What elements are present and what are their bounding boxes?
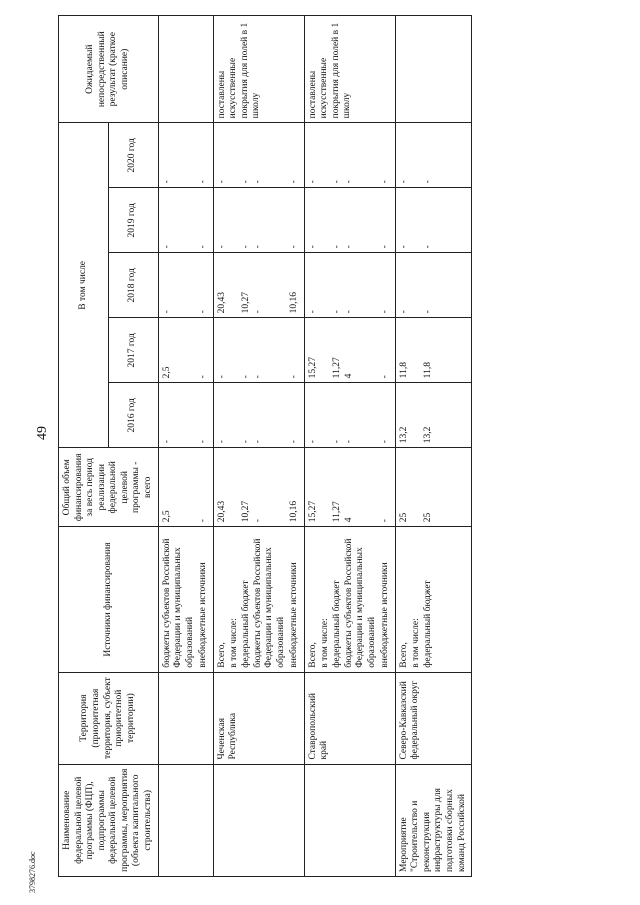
header-territory: Территория (приоритетная территория, субъект приоритетной территории) xyxy=(59,672,159,764)
program-cell: Мероприятие "Строительство и реконструкция инфраструктуры для подготовки сборных команд Российской xyxy=(395,764,471,876)
year-2016-cell xyxy=(158,383,213,448)
value-line: - xyxy=(240,245,251,249)
value-line: - xyxy=(307,310,318,314)
value-line: 13,2 xyxy=(398,426,409,444)
value-line: 20,43 xyxy=(216,291,227,314)
header-year-2017: 2017 год xyxy=(108,318,158,383)
header-including: В том числе xyxy=(59,123,109,448)
value-line xyxy=(229,452,241,522)
year-2017-cell xyxy=(304,318,395,383)
value-line: - xyxy=(240,440,251,444)
value-line: - xyxy=(161,180,172,184)
value-line: 11,27 xyxy=(331,357,342,379)
value-line: - xyxy=(288,375,299,379)
territory-cell: Чеченская Республика xyxy=(213,672,304,764)
value-line: - xyxy=(422,310,433,314)
value-line: - xyxy=(240,375,251,379)
value-line: - xyxy=(379,310,390,314)
header-total: Общий объем финансирования за весь период реализации федеральной целевой программы - всего xyxy=(59,448,159,527)
result-cell xyxy=(158,16,213,123)
value-line: - xyxy=(379,180,390,184)
total-cell xyxy=(158,448,213,527)
header-program: Наименование федеральной целевой программы (ФЦП), подпрограммы федеральной целевой программы, мероприятия (объекта капитального строительства) xyxy=(59,764,159,876)
value-line: 15,27 xyxy=(307,356,318,379)
source-line: Всего, xyxy=(216,642,227,668)
value-line: - xyxy=(379,375,390,379)
source-line: Всего, xyxy=(307,642,318,668)
source-line: бюджеты субъектов Российской Федерации и муниципальных образований xyxy=(343,538,377,668)
result-cell: поставлены искусственные покрытия для полей в 1 школу xyxy=(213,16,304,123)
value-line: - xyxy=(288,440,299,444)
value-line: - xyxy=(307,245,318,249)
value-line: - xyxy=(252,245,263,249)
year-2020-cell xyxy=(213,123,304,188)
value-line xyxy=(320,387,332,443)
value-line: 25 xyxy=(398,512,409,523)
value-line: - xyxy=(331,440,342,444)
source-line: бюджеты субъектов Российской Федерации и муниципальных образований xyxy=(252,538,286,668)
year-2018-cell xyxy=(213,253,304,318)
value-line xyxy=(320,257,332,313)
territory-cell: Ставропольский край xyxy=(304,672,395,764)
value-line: 10,27 xyxy=(240,500,251,523)
year-2019-cell xyxy=(395,188,471,253)
value-line: 4 xyxy=(343,373,354,379)
program-cell xyxy=(304,764,395,876)
total-cell xyxy=(395,448,471,527)
value-line: - xyxy=(288,180,299,184)
value-line: - xyxy=(422,245,433,249)
value-line xyxy=(411,127,423,183)
table-row xyxy=(395,16,471,877)
year-2016-cell xyxy=(395,383,471,448)
value-line: - xyxy=(197,375,208,379)
table-row xyxy=(213,16,304,877)
value-line: - xyxy=(161,440,172,444)
year-2019-cell xyxy=(304,188,395,253)
value-line: - xyxy=(398,180,409,184)
value-line xyxy=(229,322,241,378)
value-line xyxy=(320,127,332,183)
value-line: - xyxy=(307,180,318,184)
program-cell xyxy=(158,764,213,876)
value-line xyxy=(411,452,423,522)
rotated-table-wrapper xyxy=(58,15,628,877)
value-line: - xyxy=(161,310,172,314)
source-line: бюджеты субъектов Российской Федерации и муниципальных образований xyxy=(161,538,195,668)
value-line xyxy=(411,257,423,313)
value-line: - xyxy=(288,245,299,249)
value-line: - xyxy=(197,440,208,444)
value-line: 2,5 xyxy=(161,510,172,523)
value-line: - xyxy=(398,245,409,249)
year-2020-cell xyxy=(158,123,213,188)
value-line xyxy=(229,192,241,248)
value-line: - xyxy=(216,245,227,249)
table-row xyxy=(158,16,213,877)
year-2018-cell xyxy=(304,253,395,318)
source-line: федеральный бюджет xyxy=(331,580,342,668)
year-2019-cell xyxy=(213,188,304,253)
source-line: внебюджетные источники xyxy=(197,562,208,668)
table-body xyxy=(158,16,471,877)
value-line: 10,27 xyxy=(240,291,251,314)
value-line: - xyxy=(252,519,263,523)
source-line: внебюджетные источники xyxy=(379,562,390,668)
value-line: - xyxy=(161,245,172,249)
source-line: внебюджетные источники xyxy=(288,562,299,668)
value-line: - xyxy=(331,245,342,249)
value-line: - xyxy=(379,245,390,249)
year-2016-cell xyxy=(304,383,395,448)
value-line: - xyxy=(197,310,208,314)
year-2016-cell xyxy=(213,383,304,448)
header-row xyxy=(59,16,109,877)
header-year-2018: 2018 год xyxy=(108,253,158,318)
value-line xyxy=(229,127,241,183)
value-line: 2,5 xyxy=(161,366,172,379)
source-cell xyxy=(395,527,471,672)
program-cell xyxy=(213,764,304,876)
value-line: - xyxy=(379,440,390,444)
value-line: - xyxy=(216,375,227,379)
year-2018-cell xyxy=(395,253,471,318)
source-cell xyxy=(304,527,395,672)
territory-cell xyxy=(158,672,213,764)
value-line: 4 xyxy=(343,517,354,523)
value-line xyxy=(320,452,332,522)
value-line: - xyxy=(331,180,342,184)
source-line: в том числе: xyxy=(410,618,421,668)
value-line: 11,27 xyxy=(331,501,342,523)
value-line xyxy=(320,192,332,248)
source-line: федеральный бюджет xyxy=(422,580,433,668)
year-2017-cell xyxy=(158,318,213,383)
header-year-2020: 2020 год xyxy=(108,123,158,188)
source-cell xyxy=(158,527,213,672)
value-line: - xyxy=(343,180,354,184)
value-line: - xyxy=(197,180,208,184)
value-line: - xyxy=(343,245,354,249)
value-line: 10,16 xyxy=(288,500,299,523)
value-line: 15,27 xyxy=(307,500,318,523)
source-line: федеральный бюджет xyxy=(240,580,251,668)
footer-document-name: 3798276.doc xyxy=(28,851,37,893)
value-line: - xyxy=(379,519,390,523)
value-line: - xyxy=(343,440,354,444)
value-line: - xyxy=(331,310,342,314)
value-line: 10,16 xyxy=(288,291,299,314)
value-line: 11,8 xyxy=(398,362,409,379)
value-line xyxy=(411,192,423,248)
value-line: 13,2 xyxy=(422,426,433,444)
value-line: - xyxy=(252,440,263,444)
value-line: - xyxy=(216,180,227,184)
value-line: - xyxy=(252,180,263,184)
result-cell: поставлены искусственные покрытия для полей в 1 школу xyxy=(304,16,395,123)
value-line: - xyxy=(252,375,263,379)
value-line xyxy=(320,322,332,378)
value-line: - xyxy=(307,440,318,444)
value-line: - xyxy=(216,440,227,444)
value-line: 20,43 xyxy=(216,500,227,523)
result-cell xyxy=(395,16,471,123)
territory-cell: Северо-Кавказский федеральный округ xyxy=(395,672,471,764)
value-line: - xyxy=(197,519,208,523)
year-2020-cell xyxy=(304,123,395,188)
header-year-2016: 2016 год xyxy=(108,383,158,448)
total-cell xyxy=(213,448,304,527)
year-2019-cell xyxy=(158,188,213,253)
value-line: - xyxy=(422,180,433,184)
header-sources: Источники финансирования xyxy=(59,527,159,672)
value-line: - xyxy=(197,245,208,249)
source-line: в том числе: xyxy=(319,618,330,668)
source-line: Всего, xyxy=(398,642,409,668)
value-line: - xyxy=(398,310,409,314)
value-line: - xyxy=(343,310,354,314)
value-line xyxy=(229,257,241,313)
value-line: 25 xyxy=(422,512,433,523)
header-year-2019: 2019 год xyxy=(108,188,158,253)
financing-table xyxy=(58,15,472,877)
value-line: - xyxy=(240,180,251,184)
value-line xyxy=(411,387,423,443)
source-cell xyxy=(213,527,304,672)
source-line: в том числе: xyxy=(228,618,239,668)
total-cell xyxy=(304,448,395,527)
table-row xyxy=(304,16,395,877)
value-line: - xyxy=(252,310,263,314)
year-2017-cell xyxy=(395,318,471,383)
value-line xyxy=(411,322,423,378)
value-line: 11,8 xyxy=(422,362,433,379)
header-result: Ожидаемый непосредственный результат (краткое описание) xyxy=(59,16,159,123)
year-2020-cell xyxy=(395,123,471,188)
value-line xyxy=(229,387,241,443)
year-2017-cell xyxy=(213,318,304,383)
page-number: 49 xyxy=(35,426,50,440)
year-2018-cell xyxy=(158,253,213,318)
